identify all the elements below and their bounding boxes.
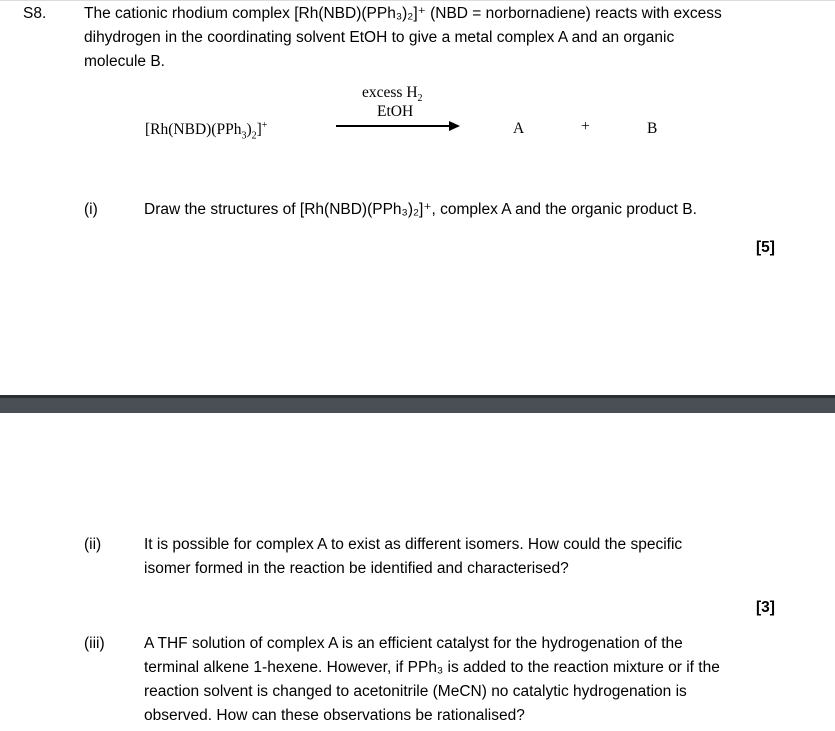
- part-i-marks: [5]: [756, 239, 775, 256]
- reaction-product-b: B: [647, 120, 658, 137]
- part-iii-text-line-1: A THF solution of complex A is an efficient catalyst for the hydrogenation of the: [144, 635, 683, 652]
- reaction-arrow-shaft: [336, 125, 450, 127]
- question-intro-line-2: dihydrogen in the coordinating solvent EtOH to give a metal complex A and an organic: [84, 29, 675, 46]
- part-ii-marks: [3]: [756, 599, 775, 616]
- part-iii-text-line-2: terminal alkene 1-hexene. However, if PPh₃ is added to the reaction mixture or if the: [144, 659, 720, 676]
- reaction-product-a: A: [513, 120, 525, 137]
- reaction-arrow-head: [449, 121, 460, 131]
- part-iii-label: (iii): [84, 635, 105, 652]
- question-intro-line-1: The cationic rhodium complex [Rh(NBD)(PPh₃)₂]⁺ (NBD = norbornadiene) reacts with excess: [84, 5, 722, 22]
- part-ii-text-line-2: isomer formed in the reaction be identified and characterised?: [144, 560, 569, 577]
- reaction-reagent: excess $H_2$: [362, 84, 423, 105]
- part-i-text: Draw the structures of [Rh(NBD)(PPh₃)₂]⁺, complex A and the organic product B.: [144, 201, 697, 218]
- part-ii-text-line-1: It is possible for complex A to exist as different isomers. How could the specific: [144, 536, 683, 553]
- part-ii-label: (ii): [84, 536, 102, 553]
- part-i-label: (i): [84, 201, 98, 218]
- question-intro-line-3: molecule B.: [84, 53, 165, 70]
- page-break-band: [0, 395, 835, 413]
- part-iii-text-line-3: reaction solvent is changed to acetonitrile (MeCN) no catalytic hydrogenation is: [144, 683, 687, 700]
- reaction-reactant: $[Rh(NBD)(PPh_3)_2]^+$: [145, 120, 268, 142]
- question-number: S8.: [23, 5, 47, 22]
- reaction-solvent: EtOH: [377, 103, 414, 120]
- part-iii-text-line-4: observed. How can these observations be rationalised?: [144, 707, 525, 724]
- page-top-rule: [0, 0, 835, 1]
- reaction-plus: +: [581, 118, 590, 135]
